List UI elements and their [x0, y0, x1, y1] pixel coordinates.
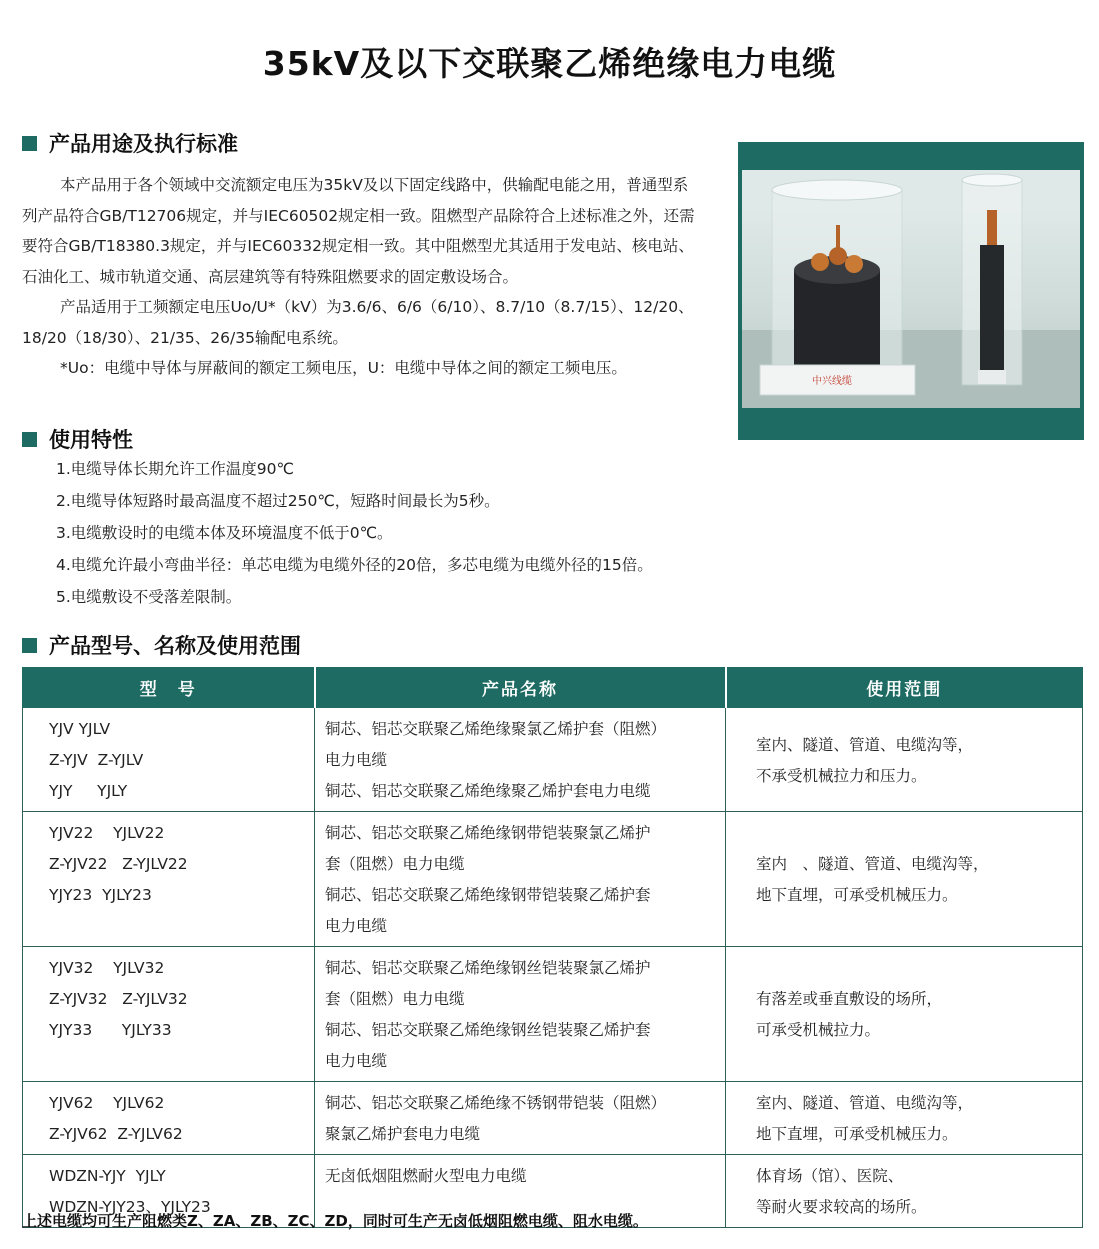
cable-display-illustration [742, 170, 1080, 408]
cell-line: Z-YJV Z-YJLV [49, 751, 144, 769]
cell-line: YJV62 YJLV62 [49, 1094, 165, 1112]
model-cell [23, 947, 315, 1082]
scope-cell [726, 1082, 1083, 1155]
name-cell [315, 1082, 726, 1155]
cell-line: 可承受机械拉力。 [756, 1021, 881, 1039]
cell-line: Z-YJV62 Z-YJLV62 [49, 1125, 183, 1143]
cell-line: YJY23 YJLY23 [49, 886, 152, 904]
column-header-scope: 使用范围 [726, 668, 1083, 708]
scope-cell [726, 1155, 1083, 1228]
product-photo [738, 142, 1084, 440]
square-bullet-icon [22, 432, 37, 447]
section-heading-models [22, 630, 301, 660]
cell-line: 地下直埋，可承受机械压力。 [756, 886, 958, 904]
table-row [23, 1082, 1083, 1155]
cell-line: Z-YJV32 Z-YJLV32 [49, 990, 188, 1008]
voltage-paragraph: 产品适用于工频额定电压Uo/U*（kV）为3.6/6、6/6（6/10）、8.7/10（8.7/15）、12/20、18/20（18/30）、21/35、26/35输配电系统。 [22, 298, 694, 347]
usage-paragraph: 本产品用于各个领域中交流额定电压为35kV及以下固定线路中，供输配电能之用，普通型系列产品符合GB/T12706规定，并与IEC60502规定相一致。阻燃型产品除符合上述标准之外，还需要符合GB/T18380.3规定，并与IEC60332规定相一致。其中阻燃型尤其适用于发电站、核电站、石油化工、城市轨道交通、高层建筑等有特殊阻燃要求的固定敷设场合。 [22, 176, 695, 286]
cell-line: YJY YJLY [49, 782, 128, 800]
cell-line: 铜芯、铝芯交联聚乙烯绝缘钢带铠装聚氯乙烯护 [325, 824, 651, 842]
voltage-note: *Uo：电缆中导体与屏蔽间的额定工频电压，U：电缆中导体之间的额定工频电压。 [60, 359, 627, 377]
cell-line: 室内 、隧道、管道、电缆沟等， [756, 855, 989, 873]
cell-line: 套（阻燃）电力电缆 [325, 855, 465, 873]
features-list [56, 453, 653, 613]
cell-line: YJV32 YJLV32 [49, 959, 165, 977]
list-item: 2.电缆导体短路时最高温度不超过250℃，短路时间最长为5秒。 [56, 492, 500, 510]
section-heading-label: 产品用途及执行标准 [49, 132, 238, 156]
table-row [23, 947, 1083, 1082]
cell-line: 铜芯、铝芯交联聚乙烯绝缘聚氯乙烯护套（阻燃） [325, 720, 667, 738]
cell-line: 铜芯、铝芯交联聚乙烯绝缘钢丝铠装聚乙烯护套 [325, 1021, 651, 1039]
footer-note: 上述电缆均可生产阻燃类Z、ZA、ZB、ZC、ZD，同时可生产无卤低烟阻燃电缆、阻水电缆。 [22, 1212, 648, 1230]
cell-line: 铜芯、铝芯交联聚乙烯绝缘钢带铠装聚乙烯护套 [325, 886, 651, 904]
list-item: 3.电缆敷设时的电缆本体及环境温度不低于0℃。 [56, 524, 393, 542]
name-cell [315, 947, 726, 1082]
cell-line: Z-YJV22 Z-YJLV22 [49, 855, 188, 873]
scope-cell [726, 812, 1083, 947]
section-heading-features [22, 424, 133, 454]
cell-line: YJV YJLV [49, 720, 111, 738]
cell-line: 电力电缆 [325, 751, 388, 769]
section-heading-usage [22, 128, 238, 158]
table-header-row [23, 668, 1083, 708]
name-cell [315, 708, 726, 812]
cell-line: WDZN-YJY23、YJLY23 [49, 1198, 211, 1216]
column-header-model: 型 号 [23, 668, 315, 708]
section-heading-label: 使用特性 [49, 428, 133, 452]
model-cell [23, 708, 315, 812]
cell-line: 铜芯、铝芯交联聚乙烯绝缘不锈钢带铠装（阻燃） [325, 1094, 667, 1112]
scope-cell [726, 947, 1083, 1082]
table-row [23, 812, 1083, 947]
cell-line: 不承受机械拉力和压力。 [756, 766, 927, 785]
cell-line: 电力电缆 [325, 1052, 388, 1070]
name-cell [315, 812, 726, 947]
scope-cell [726, 708, 1083, 812]
cell-line: 室内、隧道、管道、电缆沟等， [756, 1094, 974, 1112]
model-cell [23, 1082, 315, 1155]
cell-line: 套（阻燃）电力电缆 [325, 990, 465, 1008]
list-item: 5.电缆敷设不受落差限制。 [56, 588, 242, 606]
section-heading-label: 产品型号、名称及使用范围 [49, 634, 301, 658]
column-header-name: 产品名称 [315, 668, 726, 708]
cell-line: 地下直埋，可承受机械压力。 [756, 1125, 958, 1143]
cell-line: 铜芯、铝芯交联聚乙烯绝缘聚乙烯护套电力电缆 [325, 782, 651, 800]
cell-line: YJV22 YJLV22 [49, 824, 165, 842]
cell-line: 室内、隧道、管道、电缆沟等， [756, 735, 974, 754]
cell-line: 等耐火要求较高的场所。 [756, 1198, 927, 1216]
cell-line: YJY33 YJLY33 [49, 1021, 172, 1039]
cell-line: 电力电缆 [325, 917, 388, 935]
square-bullet-icon [22, 136, 37, 151]
cell-line: 无卤低烟阻燃耐火型电力电缆 [325, 1167, 527, 1185]
cell-line: 聚氯乙烯护套电力电缆 [325, 1125, 481, 1143]
model-cell [23, 812, 315, 947]
cell-line: 体育场（馆）、医院、 [756, 1167, 904, 1185]
page-title: 35kV及以下交联聚乙烯绝缘电力电缆 [262, 44, 837, 83]
product-table [22, 667, 1083, 1228]
list-item: 4.电缆允许最小弯曲半径：单芯电缆为电缆外径的20倍，多芯电缆为电缆外径的15倍。 [56, 556, 653, 574]
list-item: 1.电缆导体长期允许工作温度90℃ [56, 460, 294, 478]
cell-line: 铜芯、铝芯交联聚乙烯绝缘钢丝铠装聚氯乙烯护 [325, 959, 651, 977]
table-row [23, 708, 1083, 812]
square-bullet-icon [22, 638, 37, 653]
brand-label: 中兴线缆 [812, 376, 852, 387]
cell-line: 有落差或垂直敷设的场所， [756, 990, 943, 1008]
cell-line: WDZN-YJY YJLY [49, 1167, 166, 1185]
usage-description [22, 170, 702, 384]
